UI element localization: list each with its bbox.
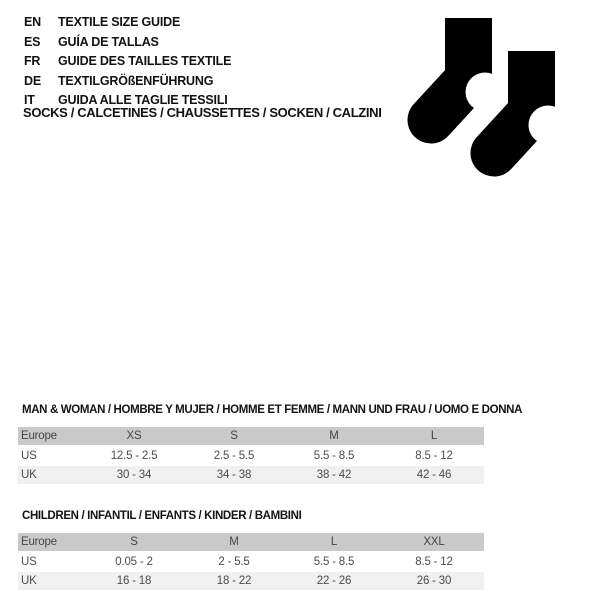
size-value: 34 - 38	[216, 469, 252, 481]
table-children	[18, 510, 484, 590]
size-value: 22 - 26	[316, 575, 352, 587]
table-row-uk	[18, 572, 484, 590]
row-label: UK	[21, 575, 37, 587]
row-label: US	[21, 555, 37, 568]
language-label: GUÍA DE TALLAS	[58, 34, 159, 49]
size-value: 26 - 30	[416, 575, 452, 587]
size-value: 2.5 - 5.5	[213, 449, 255, 462]
language-label: GUIDA ALLE TAGLIE TESSILI	[58, 93, 228, 107]
table-grid	[18, 427, 484, 484]
column-header: L	[430, 430, 438, 442]
language-label: GUIDE DES TAILLES TEXTILE	[58, 54, 232, 68]
size-value: 30 - 34	[116, 469, 152, 481]
language-row-de	[24, 72, 231, 92]
table-row-uk	[18, 466, 484, 484]
column-header: Europe	[21, 536, 57, 548]
column-header: Europe	[21, 430, 57, 442]
language-row-en	[24, 13, 231, 33]
column-header: XS	[126, 430, 142, 442]
table-title: MAN & WOMAN / HOMBRE Y MUJER / HOMME ET FEMME / MANN UND FRAU / UOMO E DONNA	[22, 404, 523, 416]
sock-back	[431, 18, 505, 120]
language-row-es	[24, 33, 231, 53]
table-header-row	[18, 427, 484, 445]
table-man-woman	[18, 404, 523, 484]
size-value: 8.5 - 12	[415, 449, 453, 462]
language-list	[24, 13, 231, 111]
language-code: ES	[24, 34, 41, 49]
table-header-row	[18, 533, 484, 551]
column-header: M	[229, 536, 239, 548]
size-value: 5.5 - 8.5	[313, 449, 355, 462]
size-value: 0.05 - 2	[115, 555, 153, 568]
size-value: 42 - 46	[416, 469, 452, 481]
column-header: L	[330, 536, 338, 548]
row-label: US	[21, 449, 37, 462]
size-value: 2 - 5.5	[218, 555, 250, 568]
table-grid	[18, 533, 484, 590]
size-value: 12.5 - 2.5	[110, 449, 158, 462]
row-label: UK	[21, 469, 37, 481]
size-value: 18 - 22	[216, 575, 252, 587]
language-label: TEXTILGRÖßENFÜHRUNG	[58, 73, 214, 88]
column-header: S	[130, 536, 138, 548]
language-code: FR	[24, 54, 41, 68]
language-code: DE	[24, 73, 41, 88]
size-value: 16 - 18	[116, 575, 152, 587]
language-code: EN	[24, 15, 41, 29]
socks-icon	[395, 10, 580, 190]
column-header: M	[329, 430, 339, 442]
category-line: SOCKS / CALCETINES / CHAUSSETTES / SOCKEN / CALZINI	[23, 105, 382, 120]
column-header: S	[230, 430, 238, 442]
language-label: TEXTILE SIZE GUIDE	[58, 15, 181, 29]
table-row-us	[18, 447, 484, 465]
size-value: 38 - 42	[316, 469, 352, 481]
language-code: IT	[24, 93, 35, 107]
table-title: CHILDREN / INFANTIL / ENFANTS / KINDER / BAMBINI	[22, 510, 302, 522]
size-value: 5.5 - 8.5	[313, 555, 355, 568]
table-row-us	[18, 553, 484, 571]
language-row-fr	[24, 52, 231, 72]
column-header: XXL	[423, 536, 445, 548]
size-value: 8.5 - 12	[415, 555, 453, 568]
